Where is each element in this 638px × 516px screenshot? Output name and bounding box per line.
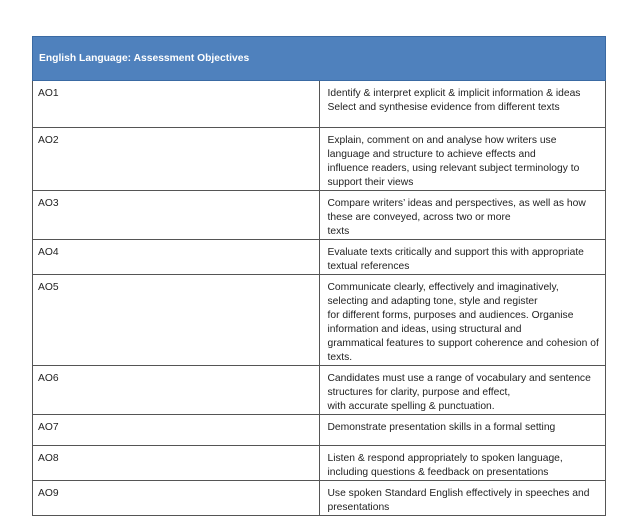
objective-description xyxy=(319,415,606,446)
objective-code: AO6 xyxy=(33,366,320,415)
objective-line: Communicate clearly, effectively and imaginatively, selecting and adapting tone, style and register xyxy=(327,282,559,307)
objective-code: AO3 xyxy=(33,191,320,240)
table-row-ao4 xyxy=(33,240,606,275)
objective-line: Explain, comment on and analyse how writers use language and structure to achieve effects and xyxy=(327,135,557,160)
table-row-ao5 xyxy=(33,275,606,366)
assessment-objectives-sheet xyxy=(32,36,606,516)
objective-description xyxy=(319,240,606,275)
objective-description xyxy=(319,446,606,481)
objective-line: with accurate spelling & punctuation. xyxy=(327,401,495,412)
objective-description xyxy=(319,366,606,415)
table-row-ao2 xyxy=(33,128,606,191)
table-row-ao6 xyxy=(33,366,606,415)
objective-code: AO9 xyxy=(33,481,320,516)
objective-line: Candidates must use a range of vocabulary and sentence structures for clarity, purpose and effect, xyxy=(327,373,591,398)
objective-description xyxy=(319,81,606,128)
table-row-ao7 xyxy=(33,415,606,446)
objective-description xyxy=(319,191,606,240)
table-header-row xyxy=(33,37,606,81)
objective-code: AO5 xyxy=(33,275,320,366)
assessment-objectives-table xyxy=(32,36,606,516)
objective-line: for different forms, purposes and audiences. Organise information and ideas, using structural and xyxy=(327,310,574,335)
objective-line: Select and synthesise evidence from different texts xyxy=(327,102,560,113)
table-row-ao8 xyxy=(33,446,606,481)
objective-line: grammatical features to support coherence and cohesion of texts. xyxy=(327,338,599,363)
objective-description xyxy=(319,275,606,366)
objective-line: Evaluate texts critically and support this with appropriate textual references xyxy=(327,247,584,272)
objective-code: AO2 xyxy=(33,128,320,191)
table-row-ao3 xyxy=(33,191,606,240)
objective-line: Use spoken Standard English effectively in speeches and presentations xyxy=(327,488,590,513)
objective-description xyxy=(319,128,606,191)
objective-code: AO1 xyxy=(33,81,320,128)
objective-line: Listen & respond appropriately to spoken language, including questions & feedback on presentations xyxy=(327,453,563,478)
objective-line: texts xyxy=(327,226,350,237)
objective-code: AO4 xyxy=(33,240,320,275)
objective-line: Compare writers’ ideas and perspectives, as well as how these are conveyed, across two or more xyxy=(327,198,586,223)
objective-line: influence readers, using relevant subject terminology to support their views xyxy=(327,163,580,188)
objective-line: Demonstrate presentation skills in a formal setting xyxy=(327,422,556,433)
objective-line: Identify & interpret explicit & implicit information & ideas xyxy=(327,88,581,99)
objective-description xyxy=(319,481,606,516)
table-row-ao1 xyxy=(33,81,606,128)
objective-code: AO8 xyxy=(33,446,320,481)
table-row-ao9 xyxy=(33,481,606,516)
objective-code: AO7 xyxy=(33,415,320,446)
table-title: English Language: Assessment Objectives xyxy=(33,37,606,81)
